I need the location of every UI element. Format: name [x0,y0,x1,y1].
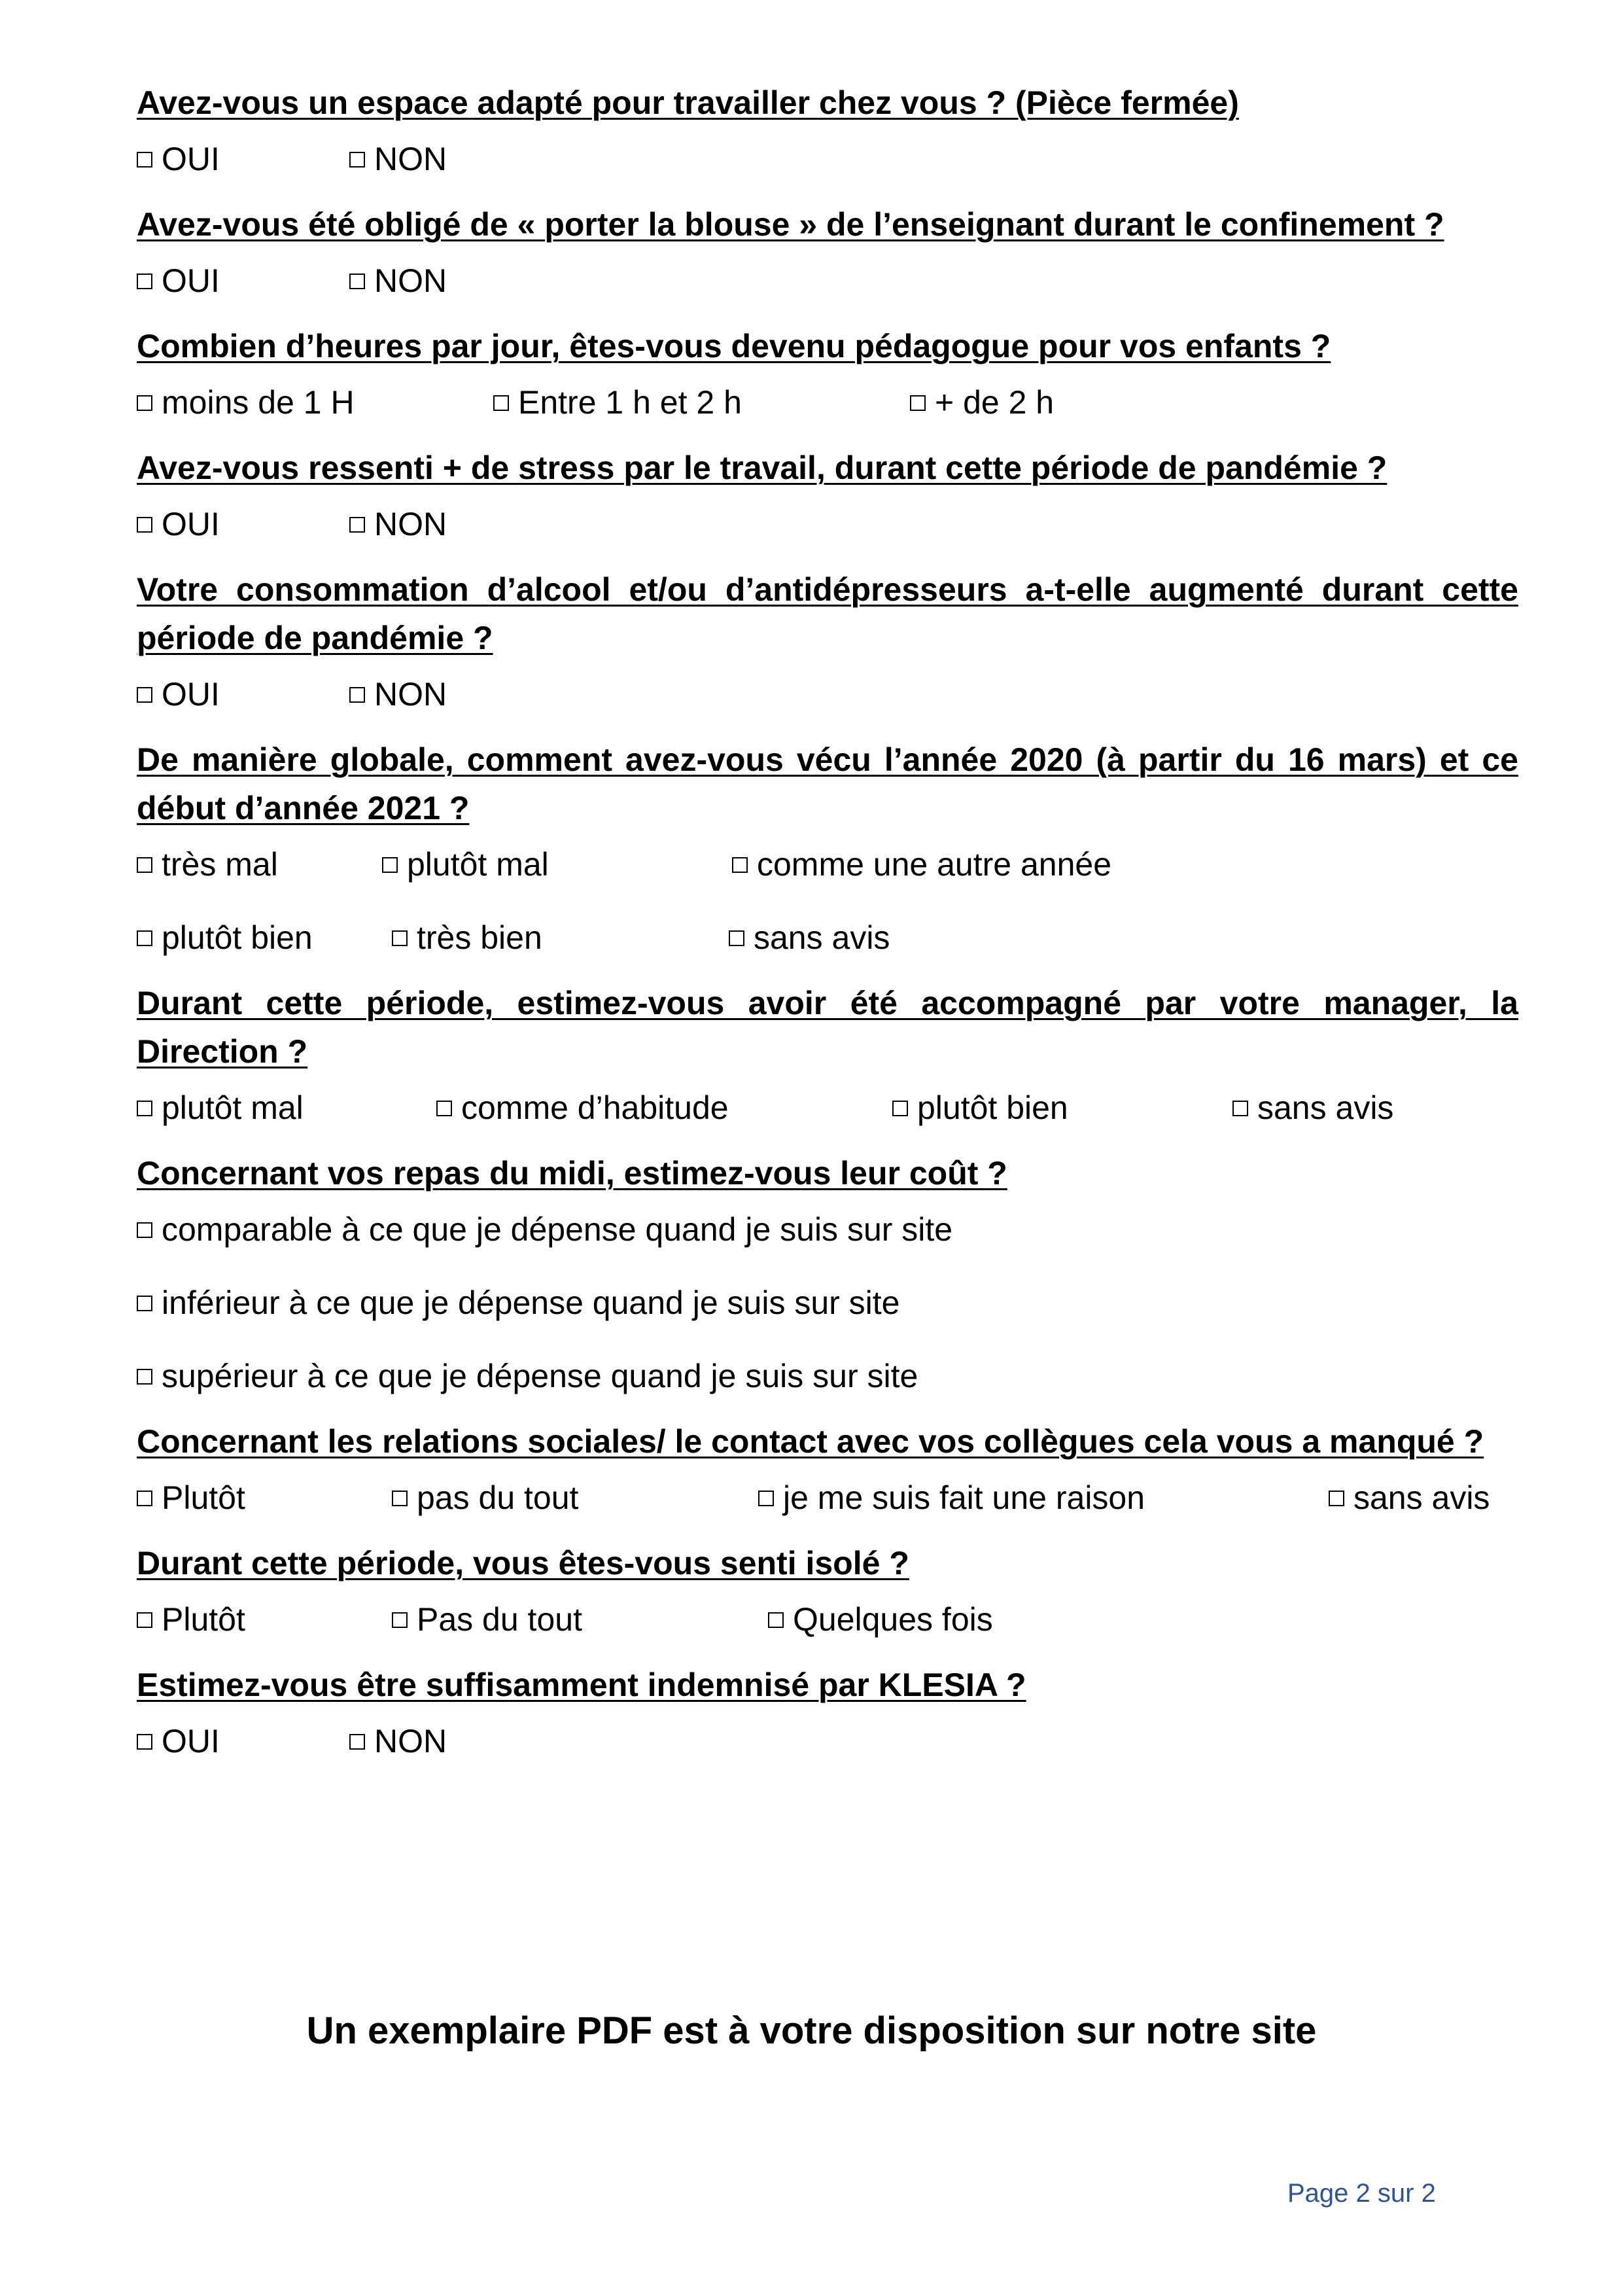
answer-option[interactable] [1329,1479,1490,1517]
checkbox[interactable] [758,1491,774,1506]
option-label: plutôt bien [917,1089,1068,1126]
answer-option[interactable] [1232,1089,1393,1127]
option-label: Plutôt [162,1479,245,1516]
answer-option[interactable] [137,140,220,178]
question-title: Combien d’heures par jour, êtes-vous devenu pédagogue pour vos enfants ? [137,328,1331,364]
option-label: plutôt mal [407,846,549,883]
option-label: comparable à ce que je dépense quand je suis sur site [162,1211,953,1248]
answer-option[interactable] [349,1722,447,1760]
question-title: De manière globale, comment avez-vous vécu l’année 2020 (à partir du 16 mars) et ce début d’année 2021 ? [137,741,1518,826]
answer-option[interactable] [137,1600,245,1638]
answer-row [137,127,1518,200]
checkbox[interactable] [137,687,152,703]
checkbox[interactable] [1232,1101,1248,1116]
option-label: sans avis [754,919,890,956]
answer-option[interactable] [137,675,220,713]
option-label: comme une autre année [757,846,1112,883]
answer-row [137,370,1518,444]
option-label: comme d’habitude [461,1089,729,1126]
answer-option[interactable] [392,1600,582,1638]
question-title: Concernant vos repas du midi, estimez-vous leur coût ? [137,1155,1007,1192]
answer-option[interactable] [137,1357,918,1395]
answer-row [137,1466,1518,1539]
answer-option[interactable] [349,675,447,713]
checkbox[interactable] [137,1296,152,1311]
answer-option[interactable] [137,262,220,300]
checkbox[interactable] [892,1101,908,1116]
checkbox[interactable] [349,152,365,168]
checkbox[interactable] [349,274,365,289]
checkbox[interactable] [137,1491,152,1506]
checkbox[interactable] [910,395,926,411]
question-title: Durant cette période, estimez-vous avoir été accompagné par votre manager, la Direction ? [137,985,1518,1070]
checkbox[interactable] [137,930,152,946]
option-label: + de 2 h [935,384,1055,421]
checkbox[interactable] [137,152,152,168]
answer-row [137,249,1518,322]
answer-row [137,1709,1518,1782]
option-label: supérieur à ce que je dépense quand je suis sur site [162,1358,918,1394]
answer-option[interactable] [349,262,447,300]
answer-row [137,1587,1518,1661]
option-label: OUI [162,676,220,713]
answer-row [137,1197,1518,1271]
option-label: NON [374,676,447,713]
answer-row [137,832,1518,906]
question-title: Concernant les relations sociales/ le contact avec vos collègues cela vous a manqué ? [137,1423,1484,1460]
option-label: je me suis fait une raison [783,1479,1145,1516]
answer-option[interactable] [392,1479,578,1517]
answer-option[interactable] [137,1284,900,1322]
option-label: Entre 1 h et 2 h [518,384,742,421]
checkbox[interactable] [137,1734,152,1750]
checkbox[interactable] [493,395,509,411]
option-label: plutôt bien [162,919,313,956]
checkbox[interactable] [137,517,152,533]
checkbox[interactable] [729,930,744,946]
answer-row [137,1076,1518,1149]
answer-row [137,1271,1518,1344]
footer-note: Un exemplaire PDF est à votre disposition sur notre site [306,2009,1317,2052]
answer-row [137,662,1518,735]
option-label: très bien [417,919,542,956]
option-label: sans avis [1353,1479,1490,1516]
answer-option[interactable] [758,1479,1145,1517]
form-content [137,79,1518,1782]
question-title: Estimez-vous être suffisamment indemnisé par KLESIA ? [137,1667,1026,1703]
option-label: NON [374,1723,447,1759]
option-label: Quelques fois [793,1601,993,1638]
option-label: très mal [162,846,278,883]
checkbox[interactable] [349,517,365,533]
answer-option[interactable] [137,919,313,957]
option-label: inférieur à ce que je dépense quand je suis sur site [162,1284,900,1321]
checkbox[interactable] [137,1369,152,1385]
option-label: NON [374,141,447,177]
option-label: plutôt mal [162,1089,304,1126]
answer-row [137,906,1518,979]
checkbox[interactable] [382,857,398,873]
answer-option[interactable] [729,919,890,957]
question-title: Votre consommation d’alcool et/ou d’antidépresseurs a-t-elle augmenté durant cette période de pandémie ? [137,571,1518,656]
question-title: Avez-vous ressenti + de stress par le travail, durant cette période de pandémie ? [137,450,1387,486]
page-number: Page 2 sur 2 [1287,2179,1436,2208]
checkbox[interactable] [137,1222,152,1238]
answer-option[interactable] [137,383,355,421]
option-label: OUI [162,141,220,177]
answer-option[interactable] [137,1089,304,1127]
answer-option[interactable] [137,1210,952,1248]
option-label: Plutôt [162,1601,245,1638]
question-title: Avez-vous un espace adapté pour travailler chez vous ? (Pièce fermée) [137,84,1239,121]
option-label: Pas du tout [417,1601,582,1638]
answer-row [137,492,1518,565]
option-label: moins de 1 H [162,384,355,421]
question-title: Durant cette période, vous êtes-vous senti isolé ? [137,1545,909,1581]
answer-option[interactable] [436,1089,729,1127]
answer-option[interactable] [910,383,1054,421]
option-label: OUI [162,262,220,299]
checkbox[interactable] [137,1101,152,1116]
question-title: Avez-vous été obligé de « porter la blouse » de l’enseignant durant le confinement ? [137,206,1444,243]
answer-option[interactable] [137,505,220,543]
checkbox[interactable] [137,857,152,873]
answer-option[interactable] [349,505,447,543]
answer-option[interactable] [137,1722,220,1760]
answer-option[interactable] [382,845,549,883]
option-label: NON [374,506,447,542]
option-label: sans avis [1257,1089,1394,1126]
checkbox[interactable] [1329,1491,1344,1506]
checkbox[interactable] [137,1612,152,1628]
option-label: pas du tout [417,1479,579,1516]
checkbox[interactable] [349,1734,365,1750]
answer-option[interactable] [732,845,1111,883]
option-label: NON [374,262,447,299]
answer-row [137,1344,1518,1417]
checkbox[interactable] [392,930,408,946]
checkbox[interactable] [137,274,152,289]
checkbox[interactable] [732,857,748,873]
checkbox[interactable] [392,1491,408,1506]
answer-option[interactable] [349,140,447,178]
answer-option[interactable] [392,919,542,957]
checkbox[interactable] [436,1101,452,1116]
answer-option[interactable] [768,1600,993,1638]
answer-option[interactable] [137,1479,245,1517]
checkbox[interactable] [392,1612,408,1628]
option-label: OUI [162,506,220,542]
checkbox[interactable] [768,1612,784,1628]
option-label: OUI [162,1723,220,1759]
answer-option[interactable] [493,383,742,421]
answer-option[interactable] [137,845,278,883]
checkbox[interactable] [349,687,365,703]
answer-option[interactable] [892,1089,1068,1127]
checkbox[interactable] [137,395,152,411]
